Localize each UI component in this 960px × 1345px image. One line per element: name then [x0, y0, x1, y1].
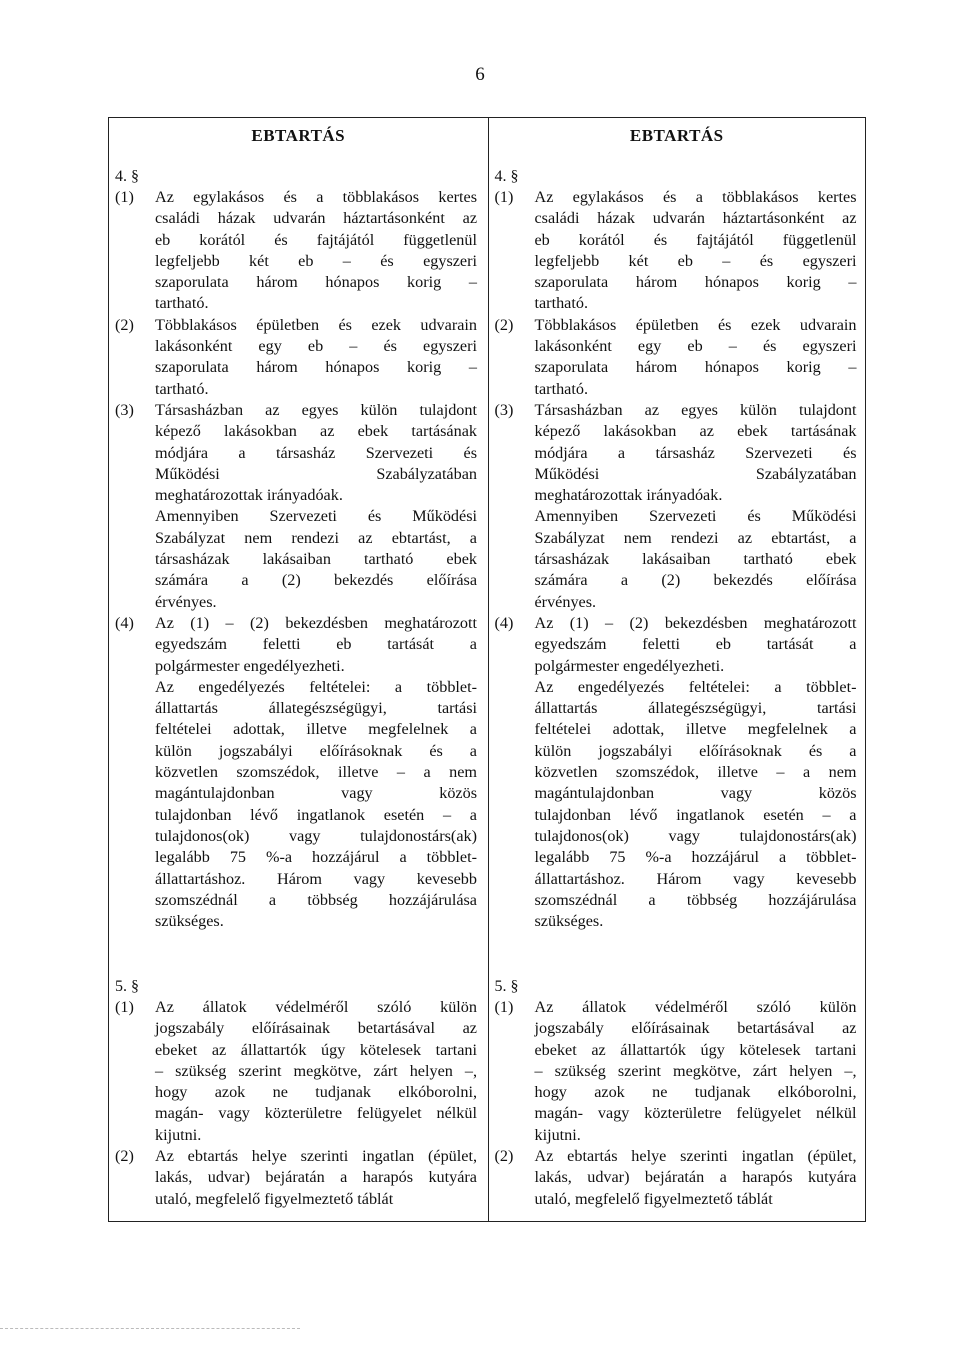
text-line: lakásonként egy eb – és egyszeri: [534, 337, 857, 356]
text-line: számára a (2) bekezdés előírása: [155, 571, 477, 590]
text-line: Az engedélyezés feltételei: a többlet-: [534, 677, 857, 696]
text-line: Az engedélyezés feltételei: a többlet-: [155, 677, 477, 696]
paragraph: [489, 400, 866, 613]
paragraph-number: (4): [115, 613, 134, 632]
paragraph-number: (2): [115, 315, 134, 334]
paragraph-text: [535, 613, 861, 932]
text-line: legfeljebb két eb – és egyszeri: [155, 251, 477, 270]
paragraph: [109, 187, 488, 315]
column-header: EBTARTÁS: [251, 126, 346, 145]
text-line: utaló, megfelelő figyelmeztető táblát: [534, 1189, 773, 1208]
text-line: kijutni.: [155, 1125, 202, 1144]
text-line: eb korától és fajtájától függetlenül: [155, 230, 477, 249]
paragraph-text: [535, 400, 861, 613]
text-line: egyedszám feletti eb tartását a: [155, 635, 477, 654]
text-line: polgármester engedélyezheti.: [534, 656, 725, 675]
text-line: utaló, megfelelő figyelmeztető táblát: [155, 1189, 394, 1208]
text-line: Szabályzat nem rendezi az ebtartást, a: [534, 528, 857, 547]
text-line: – szükség szerint megkötve, zárt helyen –,: [534, 1061, 857, 1080]
text-line: külön jogszabályi előírásoknak és a: [534, 741, 857, 760]
text-line: állattartás állategészségügyi, tartási: [155, 699, 477, 718]
text-line: Az egylakásos és a többlakásos kertes: [155, 188, 477, 206]
text-line: kijutni.: [534, 1125, 581, 1144]
paragraph-text: [535, 315, 861, 400]
column-header: EBTARTÁS: [629, 126, 724, 145]
text-line: Az állatok védelméről szóló külön: [155, 998, 477, 1016]
text-line: Az ebtartás helye szerinti ingatlan (épület,: [155, 1147, 477, 1166]
text-line: tulajdonban lévő ingatlanok esetén – a: [155, 805, 477, 824]
scan-edge-line: [0, 1328, 300, 1329]
paragraph: [109, 400, 488, 613]
text-line: tulajdonban lévő ingatlanok esetén – a: [534, 805, 857, 824]
paragraph: [109, 315, 488, 400]
paragraph: [109, 1146, 488, 1210]
paragraph: [489, 187, 866, 315]
paragraph-number: (3): [494, 400, 514, 419]
paragraph-number: (1): [115, 188, 134, 206]
text-line: Amennyiben Szervezeti és Működési: [534, 507, 857, 526]
page-number: 6: [475, 64, 485, 85]
text-line: szükséges.: [155, 912, 224, 931]
text-line: Társasházban az egyes külön tulajdont: [534, 400, 857, 419]
text-line: Működési Szabályzatában: [155, 464, 477, 483]
text-line: Társasházban az egyes külön tulajdont: [155, 400, 477, 419]
right-column: [489, 118, 866, 1221]
text-line: jogszabály előírásainak betartásával az: [155, 1019, 477, 1038]
paragraph-number: (4): [494, 613, 514, 632]
text-line: polgármester engedélyezheti.: [155, 656, 345, 675]
text-line: tulajdonos(ok) vagy tulajdonostárs(ak): [155, 826, 477, 845]
text-line: tartható.: [155, 294, 209, 313]
text-line: szomszédnál a többség hozzájárulása: [155, 890, 477, 909]
text-line: érvényes.: [155, 592, 217, 611]
text-line: egyedszám feletti eb tartását a: [534, 635, 857, 654]
text-line: állattartás állategészségügyi, tartási: [534, 699, 857, 718]
text-line: meghatározottak irányadóak.: [534, 486, 723, 505]
text-line: szaporulata három hónapos korig –: [155, 358, 477, 377]
text-line: társasházak lakásaiban tartható ebek: [534, 550, 857, 569]
text-line: magán- vagy közterületre felügyelet nélkül: [155, 1104, 477, 1123]
text-line: Az (1) – (2) bekezdésben meghatározott: [155, 613, 477, 632]
section-s5: [489, 976, 866, 1210]
paragraph-number: (2): [494, 315, 514, 334]
text-line: képező lakásokban az ebek tartásának: [534, 422, 857, 441]
text-line: hogy azok ne tudjanak elkóborolni,: [534, 1083, 857, 1102]
paragraph-text: [155, 613, 481, 932]
text-line: legalább 75 %-a hozzájárul a többlet-: [155, 848, 477, 867]
paragraph: [489, 613, 866, 932]
text-line: Amennyiben Szervezeti és Működési: [155, 507, 477, 526]
paragraph-text: [535, 1146, 861, 1210]
text-line: szükséges.: [534, 912, 604, 931]
text-line: legalább 75 %-a hozzájárul a többlet-: [534, 848, 857, 867]
text-line: Működési Szabályzatában: [534, 464, 857, 483]
paragraph: [489, 315, 866, 400]
paragraph-number: (3): [115, 400, 134, 419]
text-line: lakás, udvar) bejáratán a harapós kutyára: [155, 1168, 477, 1187]
text-line: közvetlen szomszédok, illetve – a nem: [534, 763, 857, 782]
text-line: lakásonként egy eb – és egyszeri: [155, 337, 477, 356]
section-s5: [109, 976, 488, 1210]
text-line: társasházak lakásaiban tartható ebek: [155, 550, 477, 569]
text-line: Az egylakásos és a többlakásos kertes: [534, 188, 857, 206]
section-s4: [489, 166, 866, 932]
paragraph-text: [535, 187, 861, 315]
paragraph: [109, 613, 488, 932]
section-heading: 4. §: [115, 168, 139, 185]
text-line: – szükség szerint megkötve, zárt helyen –,: [155, 1061, 477, 1080]
text-line: szomszédnál a többség hozzájárulása: [534, 890, 857, 909]
text-line: szaporulata három hónapos korig –: [534, 273, 857, 292]
text-line: Az (1) – (2) bekezdésben meghatározott: [534, 613, 857, 632]
section-heading: 5. §: [494, 978, 519, 995]
text-line: Az ebtartás helye szerinti ingatlan (épület,: [534, 1147, 857, 1166]
text-line: módjára a társasház Szervezeti és: [534, 443, 857, 462]
text-line: Szabályzat nem rendezi az ebtartást, a: [155, 528, 477, 547]
paragraph-number: (2): [494, 1147, 514, 1166]
paragraph-number: (1): [494, 998, 514, 1016]
text-line: tulajdonos(ok) vagy tulajdonostárs(ak): [534, 826, 857, 845]
text-line: szaporulata három hónapos korig –: [155, 273, 477, 292]
paragraph-text: [155, 187, 481, 315]
text-line: ebeket az állattartók úgy kötelesek tartani: [534, 1040, 857, 1059]
paragraph-text: [155, 400, 481, 613]
section-heading: 4. §: [494, 168, 519, 185]
left-column: [109, 118, 489, 1221]
paragraph: [489, 997, 866, 1146]
text-line: feltételei adottak, illetve megfelelnek a: [534, 720, 857, 739]
text-line: számára a (2) bekezdés előírása: [534, 571, 857, 590]
text-line: tartható.: [534, 379, 588, 398]
section-s4: [109, 166, 488, 932]
text-line: meghatározottak irányadóak.: [155, 486, 343, 505]
comparison-table: [108, 117, 866, 1222]
text-line: tartható.: [155, 379, 209, 398]
text-line: tartható.: [534, 294, 588, 313]
paragraph: [489, 1146, 866, 1210]
paragraph-text: [535, 997, 861, 1146]
text-line: magán- vagy közterületre felügyelet nélkül: [534, 1104, 857, 1123]
text-line: lakás, udvar) bejáratán a harapós kutyára: [534, 1168, 857, 1187]
text-line: hogy azok ne tudjanak elkóborolni,: [155, 1083, 477, 1102]
paragraph-number: (1): [115, 998, 134, 1016]
text-line: képező lakásokban az ebek tartásának: [155, 422, 477, 441]
text-line: Az állatok védelméről szóló külön: [534, 998, 857, 1016]
text-line: ebeket az állattartók úgy kötelesek tartani: [155, 1040, 477, 1059]
paragraph-number: (1): [494, 188, 514, 206]
text-line: legfeljebb két eb – és egyszeri: [534, 251, 857, 270]
paragraph: [109, 997, 488, 1146]
text-line: Többlakásos épületben és ezek udvarain: [155, 315, 477, 334]
paragraph-text: [155, 997, 481, 1146]
text-line: érvényes.: [534, 592, 597, 611]
text-line: közvetlen szomszédok, illetve – a nem: [155, 763, 477, 782]
text-line: szaporulata három hónapos korig –: [534, 358, 857, 377]
text-line: családi házak udvarán háztartásonként az: [155, 209, 477, 228]
text-line: családi házak udvarán háztartásonként az: [534, 209, 857, 228]
text-line: külön jogszabályi előírásoknak és a: [155, 741, 477, 760]
text-line: eb korától és fajtájától függetlenül: [534, 230, 857, 249]
text-line: magántulajdonban vagy közös: [534, 784, 857, 803]
section-heading: 5. §: [115, 978, 139, 995]
text-line: jogszabály előírásainak betartásával az: [534, 1019, 857, 1038]
text-line: állattartáshoz. Három vagy kevesebb: [155, 869, 477, 888]
text-line: magántulajdonban vagy közös: [155, 784, 477, 803]
text-line: Többlakásos épületben és ezek udvarain: [534, 315, 857, 334]
paragraph-number: (2): [115, 1147, 134, 1166]
paragraph-text: [155, 1146, 481, 1210]
text-line: feltételei adottak, illetve megfelelnek a: [155, 720, 477, 739]
text-line: állattartáshoz. Három vagy kevesebb: [534, 869, 857, 888]
paragraph-text: [155, 315, 481, 400]
text-line: módjára a társasház Szervezeti és: [155, 443, 477, 462]
